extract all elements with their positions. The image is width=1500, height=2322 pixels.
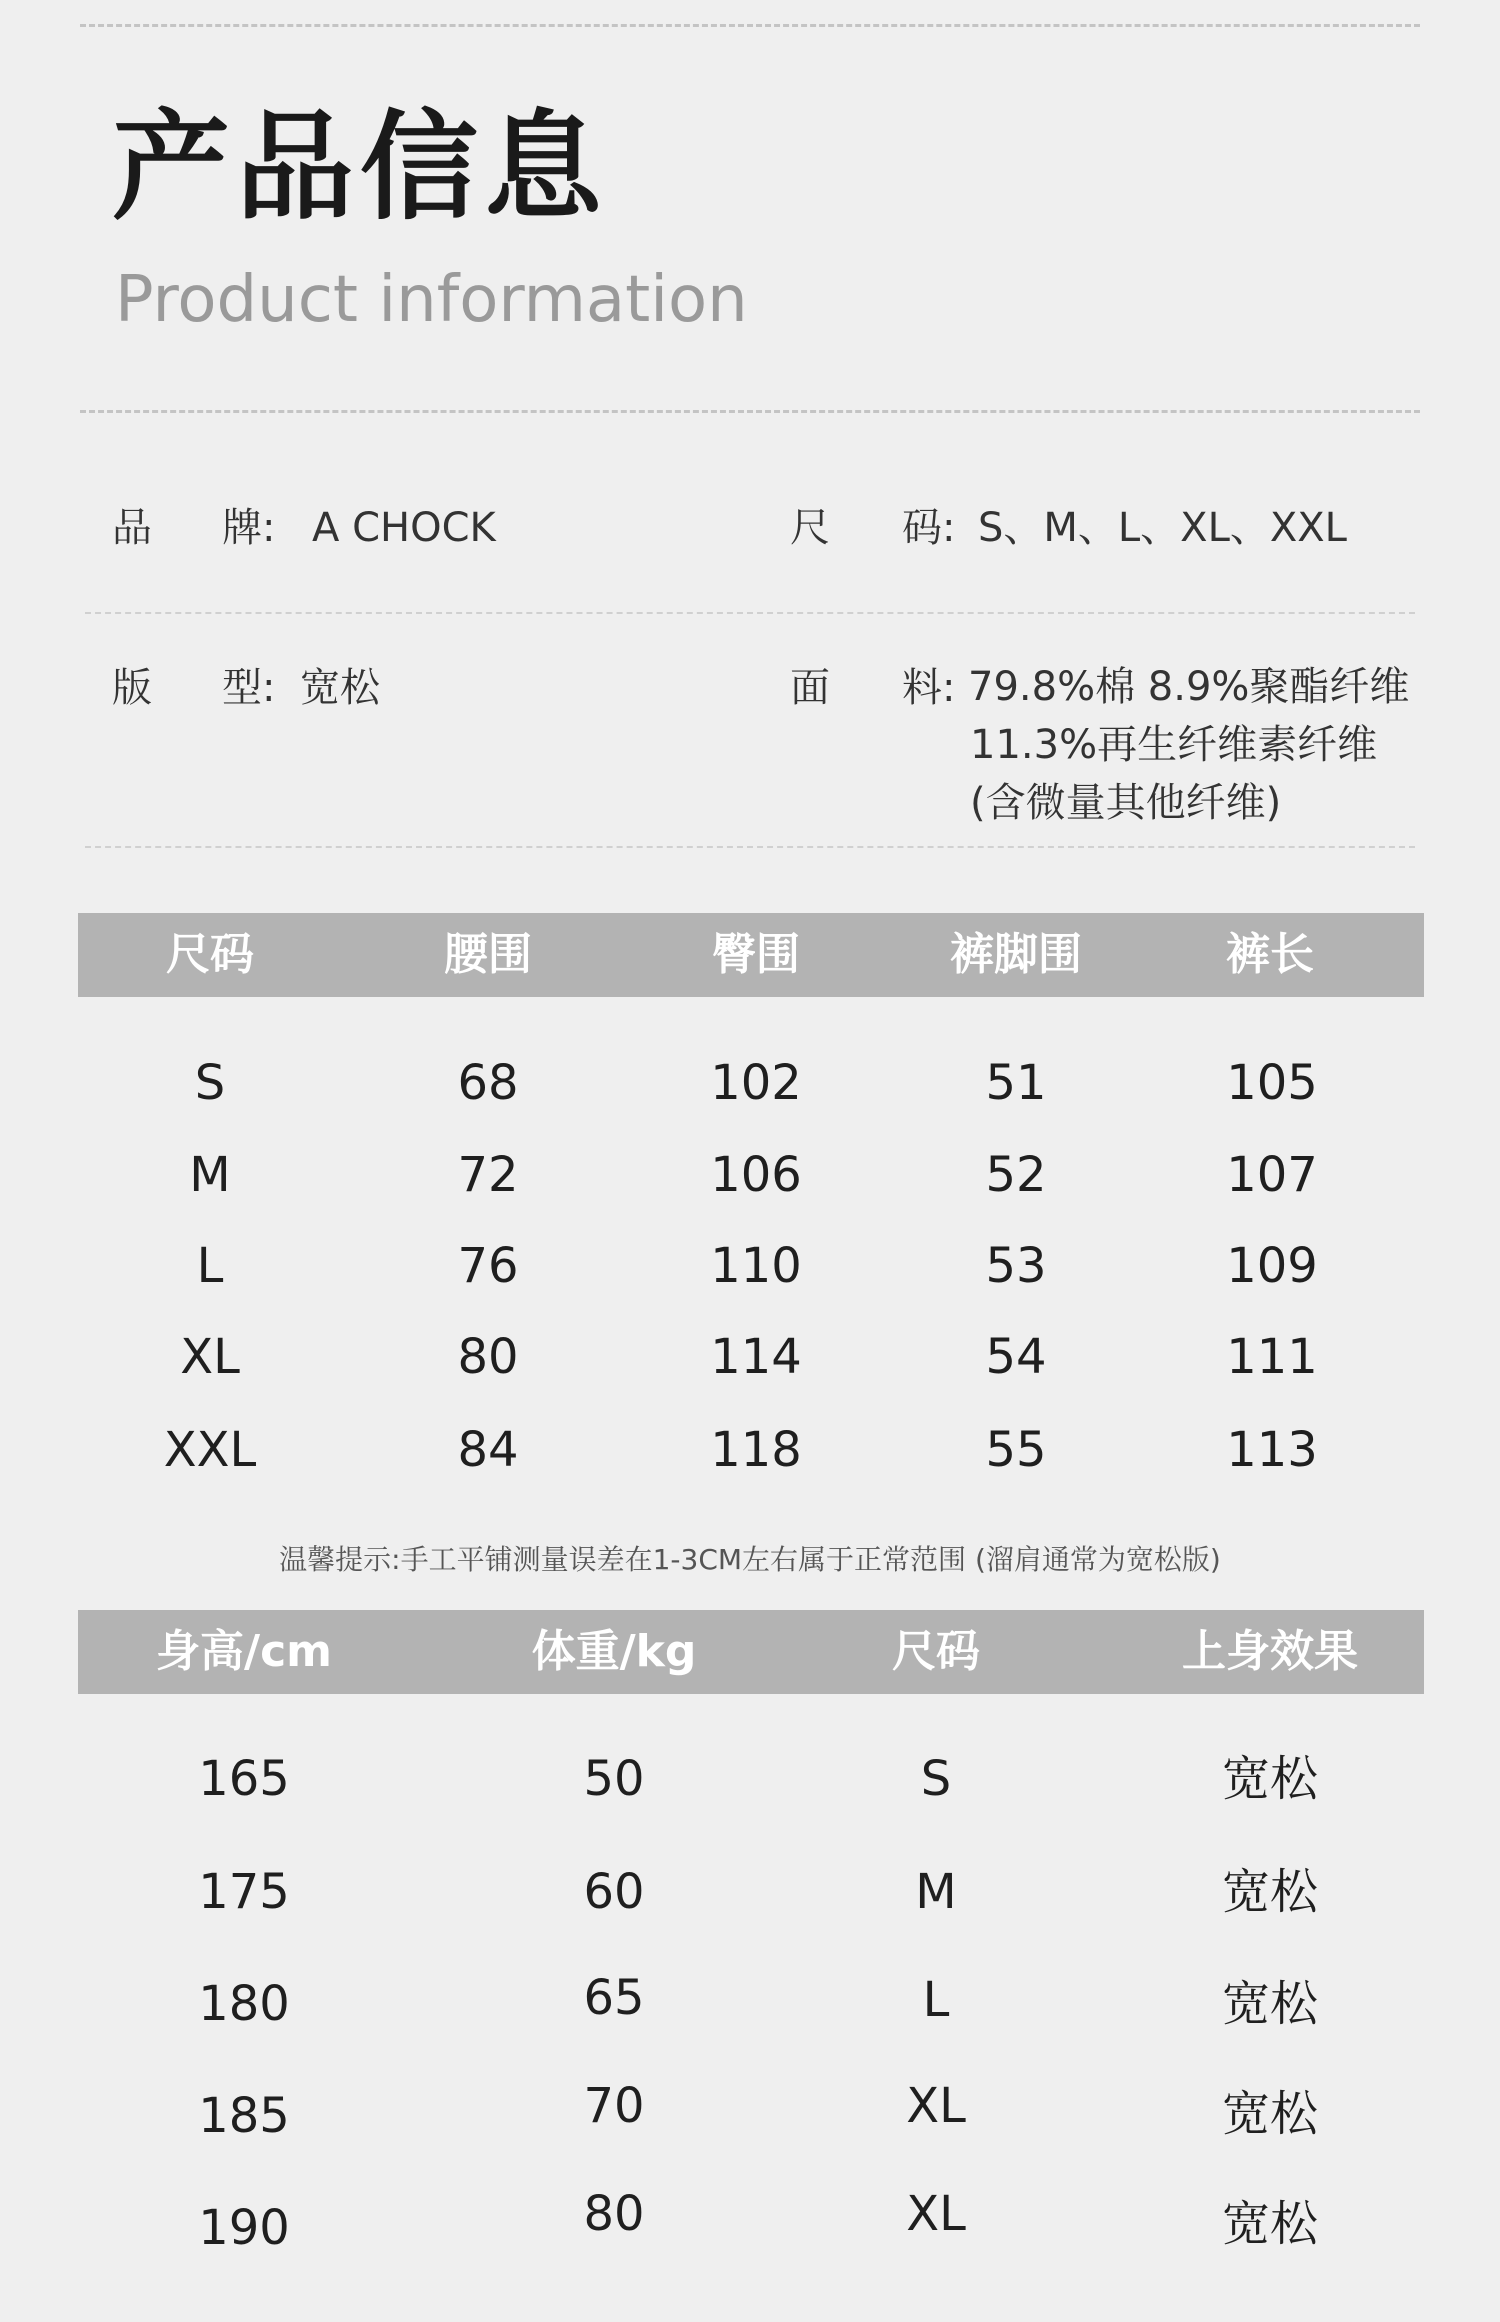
fit-table-header — [78, 1610, 1424, 1694]
size-label-b: 码: — [902, 505, 956, 551]
brand-value: A CHOCK — [312, 505, 496, 551]
size-table-cell: 80 — [457, 1329, 519, 1385]
size-table-cell: L — [196, 1238, 224, 1294]
size-table-header-cell: 臀围 — [712, 929, 800, 980]
size-value: S、M、L、XL、XXL — [978, 505, 1347, 551]
fit-table-cell: S — [920, 1751, 952, 1807]
fit-table-cell: 175 — [198, 1864, 290, 1920]
fit-table-cell: 宽松 — [1221, 1751, 1319, 1807]
size-table-cell: XL — [180, 1329, 240, 1385]
size-table-cell: 52 — [985, 1147, 1047, 1203]
fit-table-cell: 宽松 — [1221, 1864, 1319, 1920]
fit-table-cell: 宽松 — [1221, 2086, 1319, 2142]
size-table-cell: 118 — [710, 1422, 802, 1478]
size-table-cell: 51 — [985, 1055, 1047, 1111]
size-table-cell: 68 — [457, 1055, 519, 1111]
fit-table-cell: XL — [906, 2186, 966, 2242]
fit-table-cell: 190 — [198, 2200, 290, 2256]
fit-table-cell: 180 — [198, 1976, 290, 2032]
page-subtitle: Product information — [115, 263, 748, 337]
size-table-cell: 109 — [1226, 1238, 1318, 1294]
fabric-line-2: 11.3%再生纤维素纤维 — [970, 722, 1378, 768]
size-table-header-cell: 裤长 — [1226, 929, 1314, 980]
fit-table-cell: L — [922, 1972, 950, 2028]
fit-table-cell: 65 — [583, 1970, 645, 2026]
size-table-cell: S — [194, 1055, 226, 1111]
size-table-cell: 84 — [457, 1422, 519, 1478]
size-table-cell: 54 — [985, 1329, 1047, 1385]
size-table-cell: 53 — [985, 1238, 1047, 1294]
fit-table-header-cell: 体重/kg — [531, 1626, 697, 1677]
size-table-cell: 113 — [1226, 1422, 1318, 1478]
fit-table-cell: 50 — [583, 1751, 645, 1807]
size-label-a: 尺 — [790, 505, 830, 551]
fit-table-cell: M — [915, 1864, 957, 1920]
fit-table-cell: 185 — [198, 2088, 290, 2144]
size-table-cell: 72 — [457, 1147, 519, 1203]
size-table-cell: 111 — [1226, 1329, 1318, 1385]
info-divider-2 — [85, 846, 1415, 848]
fabric-line-1: 79.8%棉 8.9%聚酯纤维 — [968, 664, 1410, 710]
brand-label-a: 品 — [112, 505, 152, 551]
brand-label-b: 牌: — [222, 505, 276, 551]
fabric-label-b: 料: — [902, 665, 956, 711]
size-table-cell: 106 — [710, 1147, 802, 1203]
measurement-tip: 温馨提示:手工平铺测量误差在1-3CM左右属于正常范围 (溜肩通常为宽松版) — [279, 1543, 1221, 1576]
top-divider — [80, 24, 1420, 27]
fabric-value — [968, 658, 1409, 832]
fabric-line-3: (含微量其他纤维) — [970, 780, 1282, 826]
fit-table-cell: XL — [906, 2078, 966, 2134]
fit-table-header-cell: 尺码 — [892, 1626, 980, 1677]
fit-table-cell: 60 — [583, 1864, 645, 1920]
size-table-cell: 76 — [457, 1238, 519, 1294]
info-divider-1 — [85, 612, 1415, 614]
page-title: 产品信息 — [112, 98, 609, 236]
fit-label-b: 型: — [222, 665, 276, 711]
fit-table-cell: 宽松 — [1221, 1976, 1319, 2032]
fit-table-cell: 80 — [583, 2186, 645, 2242]
size-table-header-cell: 尺码 — [166, 929, 254, 980]
size-table-header — [78, 913, 1424, 997]
size-table-cell: 105 — [1226, 1055, 1318, 1111]
size-table-cell: 102 — [710, 1055, 802, 1111]
size-table-header-cell: 腰围 — [444, 929, 532, 980]
size-table-cell: M — [189, 1147, 231, 1203]
fit-table-header-cell: 上身效果 — [1182, 1626, 1358, 1677]
fit-value: 宽松 — [300, 665, 380, 711]
size-table-cell: 110 — [710, 1238, 802, 1294]
fit-table-cell: 165 — [198, 1751, 290, 1807]
fabric-label-a: 面 — [790, 665, 830, 711]
size-table-header-cell: 裤脚围 — [950, 929, 1082, 980]
fit-table-cell: 宽松 — [1221, 2196, 1319, 2252]
fit-table-header-cell: 身高/cm — [156, 1626, 332, 1677]
size-table-cell: 114 — [710, 1329, 802, 1385]
size-table-cell: XXL — [163, 1422, 257, 1478]
fit-table-cell: 70 — [583, 2078, 645, 2134]
size-table-cell: 55 — [985, 1422, 1047, 1478]
fit-label-a: 版 — [112, 665, 152, 711]
size-table-cell: 107 — [1226, 1147, 1318, 1203]
header-divider — [80, 410, 1420, 413]
